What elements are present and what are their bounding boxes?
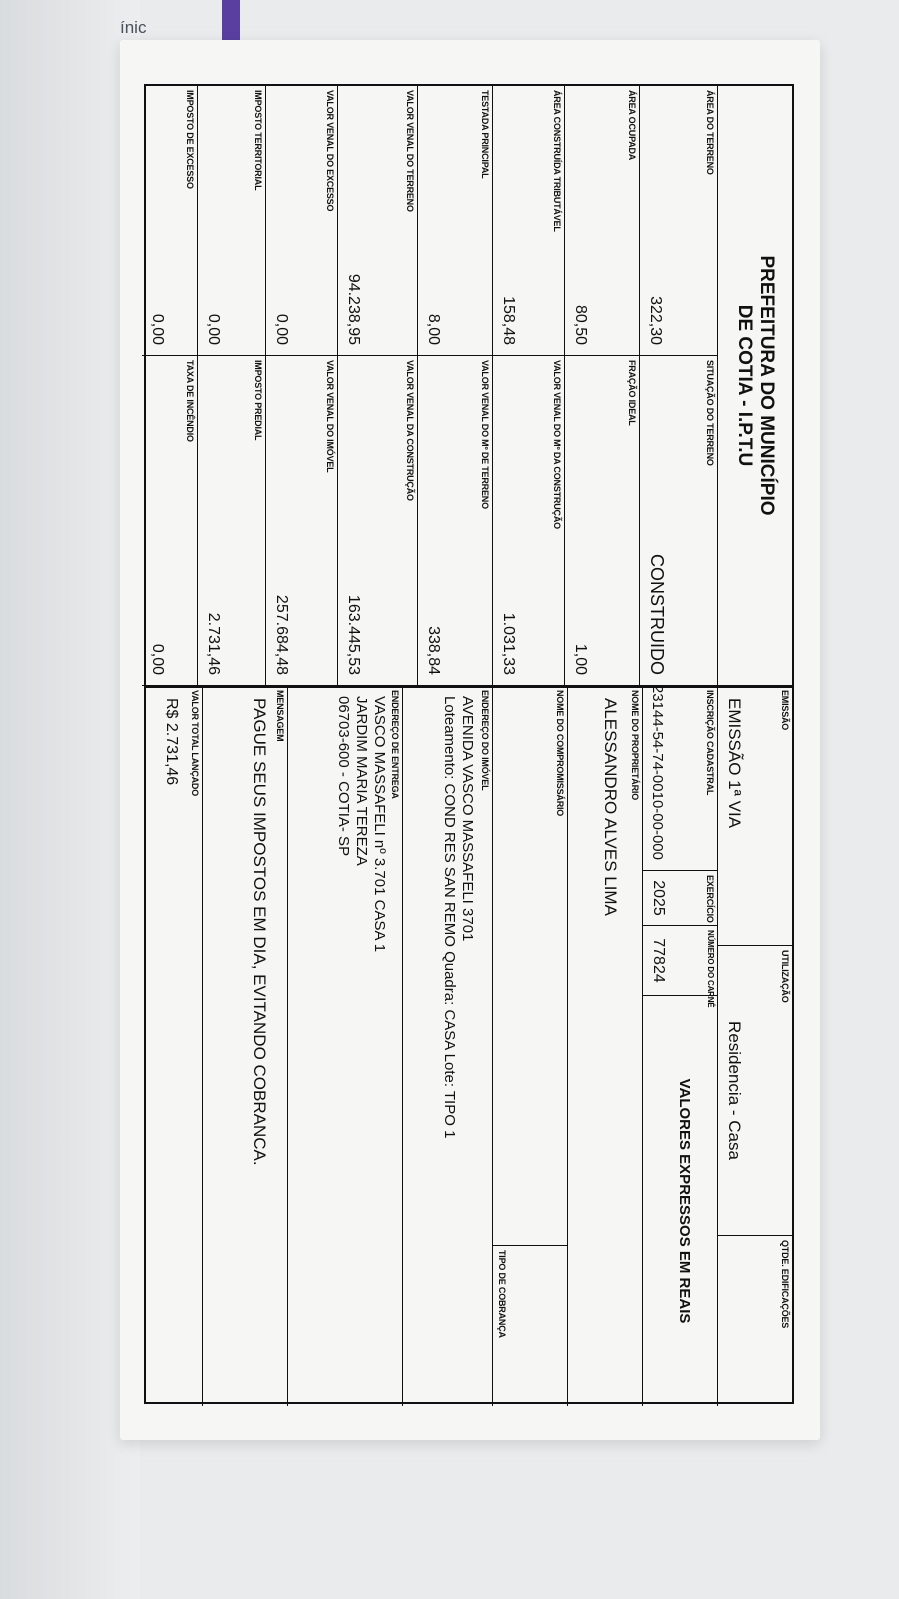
vv-construcao-cell	[338, 356, 417, 686]
imp-excesso-cell	[142, 86, 197, 356]
row-vv-terreno	[337, 86, 417, 686]
fracao-label: FRAÇÃO IDEAL	[627, 360, 637, 426]
situacao-value: CONSTRUIDO	[647, 554, 667, 675]
row-taxas	[142, 86, 197, 686]
vv-terreno-label: VALOR VENAL DO TERRENO	[405, 90, 415, 212]
row-compromissario	[492, 686, 567, 1406]
imp-predial-cell	[198, 356, 265, 686]
iptu-form	[144, 84, 794, 1404]
compromissario-cell	[493, 686, 567, 1246]
area-terreno-cell	[640, 86, 717, 356]
row-testada	[417, 86, 492, 686]
imp-territorial-label: IMPOSTO TERRITORIAL	[253, 90, 263, 191]
carne-value: 77824	[650, 938, 667, 983]
vv-m2-terreno-label: VALOR VENAL DO Mº DE TERRENO	[480, 360, 490, 509]
endereco-entrega-line2: JARDIM MARIA TEREZA	[353, 696, 370, 866]
tipo-cobranca-cell	[493, 1246, 567, 1406]
row-valor-total	[142, 686, 202, 1406]
area-ocupada-label: ÁREA OCUPADA	[627, 90, 637, 161]
vv-imovel-cell	[266, 356, 337, 686]
situacao-cell	[640, 356, 717, 686]
situacao-label: SITUAÇÃO DO TERRENO	[705, 360, 715, 466]
vv-imovel-label: VALOR VENAL DO IMÓVEL	[325, 360, 335, 473]
tipo-cobranca-label: TIPO DE COBRANÇA	[497, 1250, 507, 1338]
form-title	[718, 86, 792, 685]
exercicio-value: 2025	[650, 880, 667, 916]
vv-m2-construcao-value: 1.031,33	[500, 612, 517, 675]
inscricao-cell	[643, 686, 717, 871]
imp-predial-value: 2.731,46	[205, 612, 222, 675]
vv-excesso-value: 0,00	[273, 313, 290, 345]
taxa-incendio-label: TAXA DE INCÊNDIO	[185, 360, 195, 442]
row-vv-excesso	[265, 86, 337, 686]
area-construida-cell	[493, 86, 564, 356]
form-title-cell	[718, 86, 792, 686]
row-proprietario	[567, 686, 642, 1406]
side-text-1: ínic	[120, 18, 147, 37]
qtde-label: QTDE. EDIFICAÇÕES	[780, 1240, 790, 1329]
proprietario-label: NOME DO PROPRIETÁRIO	[630, 690, 640, 801]
imp-predial-label: IMPOSTO PREDIAL	[253, 360, 263, 441]
valor-total-label: VALOR TOTAL LANÇADO	[190, 690, 200, 797]
endereco-entrega-block	[334, 696, 388, 952]
vv-terreno-value: 94.238,95	[345, 273, 362, 345]
endereco-imovel-label: ENDEREÇO DO IMÓVEL	[480, 690, 490, 791]
row-area-construida	[492, 86, 564, 686]
title-line-1: PREFEITURA DO MUNICÍPIO	[756, 255, 777, 516]
row-area-terreno	[639, 86, 717, 686]
endereco-entrega-label: ENDEREÇO DE ENTREGA	[390, 690, 400, 799]
vv-excesso-label: VALOR VENAL DO EXCESSO	[325, 90, 335, 212]
area-construida-value: 158,48	[500, 296, 517, 345]
vv-excesso-cell	[266, 86, 337, 356]
endereco-entrega-line1: VASCO MASSAFELI nº 3.701 CASA 1	[371, 696, 388, 953]
row-inscricao	[642, 686, 717, 1406]
area-terreno-label: ÁREA DO TERRENO	[705, 90, 715, 175]
testada-label: TESTADA PRINCIPAL	[480, 90, 490, 179]
vv-construcao-label: VALOR VENAL DA CONSTRUÇÃO	[405, 360, 415, 501]
utilizacao-label: UTILIZAÇÃO	[780, 950, 790, 1003]
carne-label: NÚMERO DO CARNÊ	[706, 930, 715, 1008]
mensagem-label: MENSAGEM	[275, 690, 285, 742]
emissao-value: EMISSÃO 1ª VIA	[725, 698, 744, 829]
endereco-imovel-line2: Loteamento: COND RES SAN REMO Quadra: CASA Lote: TIPO 1	[441, 696, 458, 1139]
testada-value: 8,00	[425, 313, 442, 345]
row-area-ocupada	[564, 86, 639, 686]
imp-excesso-value: 0,00	[149, 313, 166, 345]
endereco-imovel-block	[440, 696, 476, 1138]
taxa-incendio-value: 0,00	[149, 643, 166, 675]
imp-territorial-value: 0,00	[205, 313, 222, 345]
row-emissao	[717, 686, 792, 1406]
row-endereco-imovel	[402, 686, 492, 1406]
mensagem-value: PAGUE SEUS IMPOSTOS EM DIA, EVITANDO COBRANCA.	[250, 698, 269, 1166]
area-ocupada-value: 80,50	[572, 304, 589, 345]
exercicio-label: EXERCÍCIO	[705, 875, 715, 923]
exercicio-cell	[643, 871, 717, 926]
valores-note: VALORES EXPRESSOS EM REAIS	[676, 1078, 693, 1324]
endereco-imovel-line1: AVENIDA VASCO MASSAFELI 3701	[459, 696, 476, 942]
utilizacao-cell	[718, 946, 792, 1236]
vv-m2-terreno-value: 338,84	[425, 626, 442, 675]
area-terreno-value: 322,30	[647, 296, 664, 345]
vv-m2-construcao-cell	[493, 356, 564, 686]
emissao-label: EMISSÃO	[780, 690, 790, 731]
fracao-cell	[565, 356, 639, 686]
compromissario-label: NOME DO COMPROMISSÁRIO	[555, 690, 565, 817]
carne-cell	[643, 926, 717, 1008]
inscricao-label: INSCRIÇÃO CADASTRAL	[705, 690, 715, 796]
vv-m2-terreno-cell	[418, 356, 492, 686]
fracao-value: 1,00	[572, 643, 589, 675]
taxa-incendio-cell	[142, 356, 197, 686]
emissao-cell	[718, 686, 792, 946]
title-line-2: DE COTIA - I.P.T.U	[734, 304, 755, 467]
testada-cell	[418, 86, 492, 356]
row-impostos	[197, 86, 265, 686]
inscricao-value: 23144-54-74-0010-00-000	[649, 684, 666, 860]
qtde-cell	[718, 1236, 792, 1406]
row-endereco-entrega	[287, 686, 402, 1406]
vv-terreno-cell	[338, 86, 417, 356]
area-construida-label: ÁREA CONSTRUÍDA TRIBUTÁVEL	[552, 90, 562, 232]
area-ocupada-cell	[565, 86, 639, 356]
proprietario-value: ALESSANDRO ALVES LIMA	[601, 698, 620, 916]
imp-territorial-cell	[198, 86, 265, 356]
vv-m2-construcao-label: VALOR VENAL DO Mº DA CONSTRUÇÃO	[552, 360, 562, 529]
endereco-entrega-line3: 06703-600 - COTIA- SP	[335, 696, 352, 857]
background-sheet	[0, 0, 140, 1599]
utilizacao-value: Residencia - Casa	[725, 1021, 744, 1160]
valores-note-cell	[643, 996, 717, 1406]
vv-construcao-value: 163.445,53	[345, 594, 362, 675]
valor-total-value: R$ 2.731,46	[163, 698, 180, 786]
vv-imovel-value: 257.684,48	[273, 594, 290, 675]
row-mensagem	[202, 686, 287, 1406]
imp-excesso-label: IMPOSTO DE EXCESSO	[185, 90, 195, 189]
